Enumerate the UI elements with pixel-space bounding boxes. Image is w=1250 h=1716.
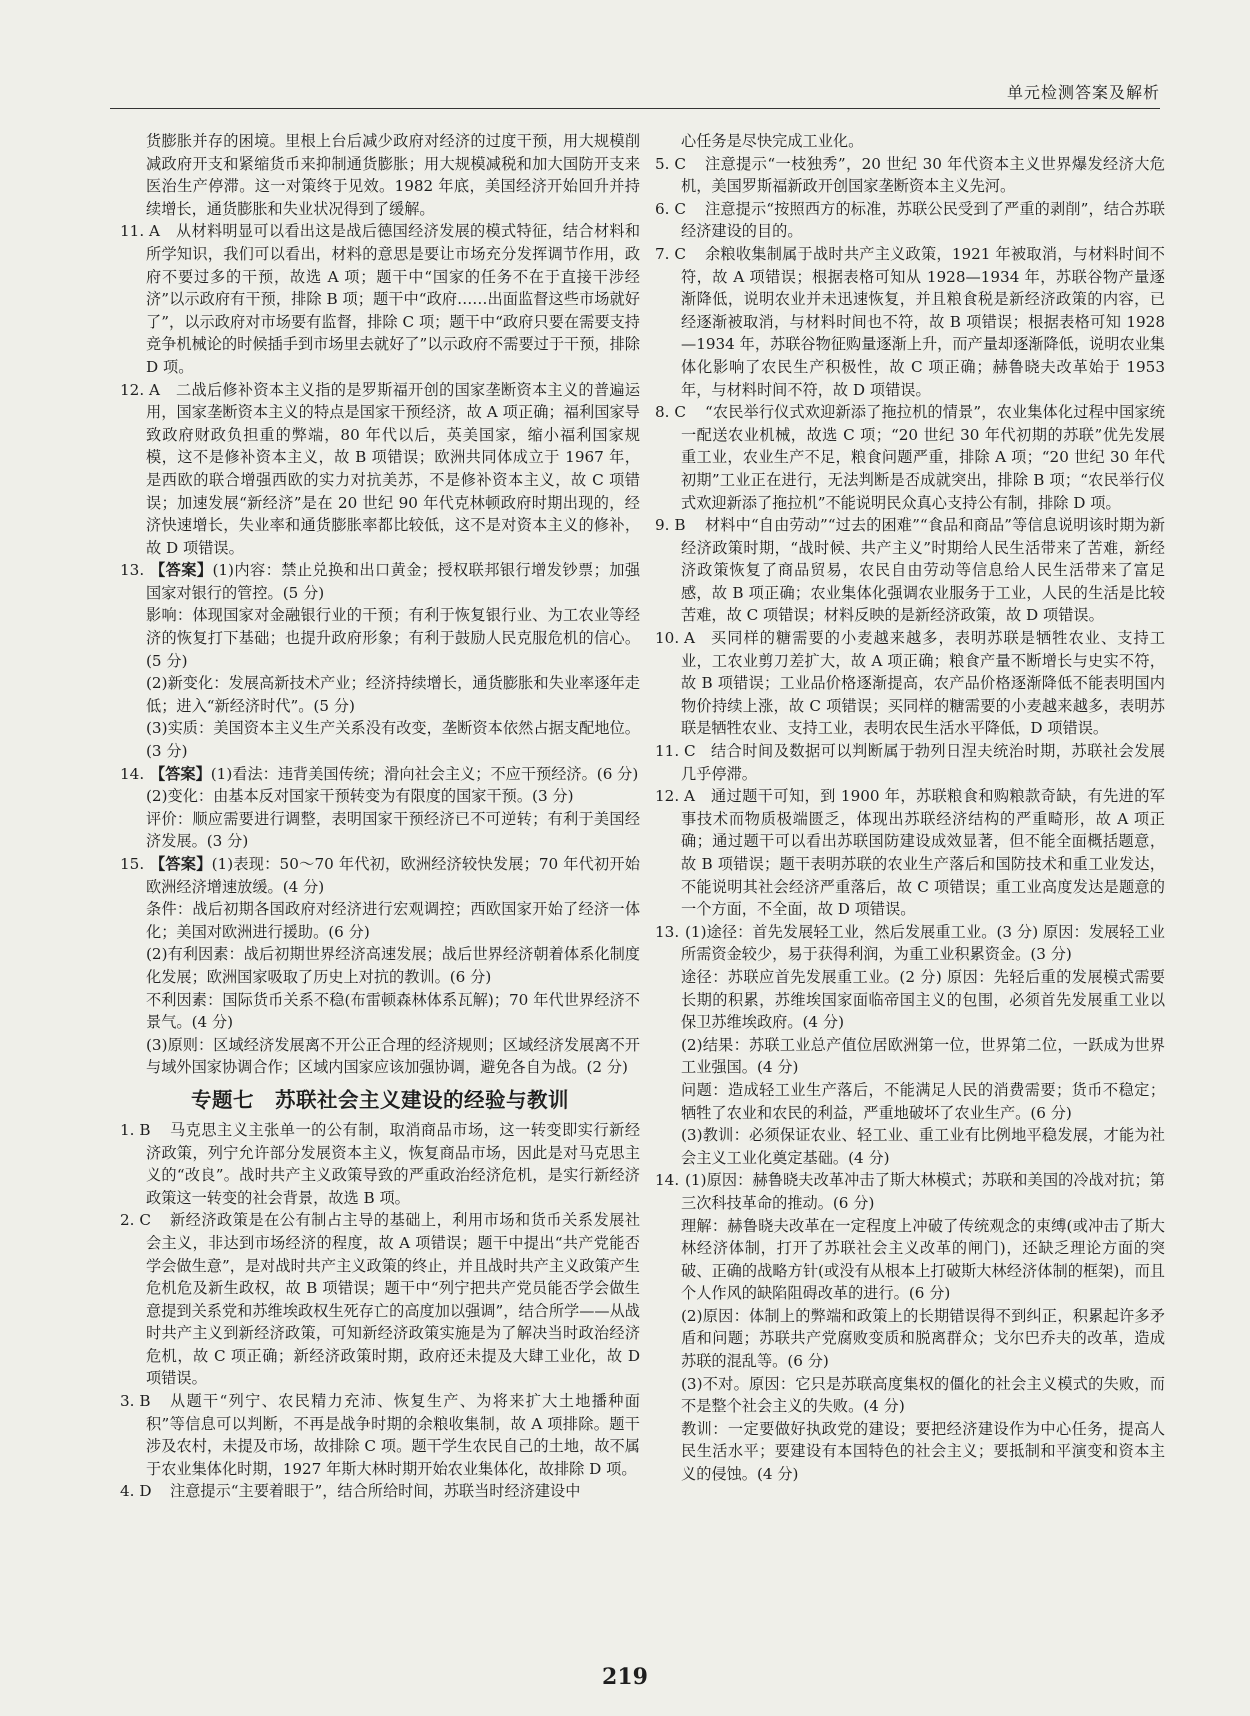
answer-line: 不利因素：国际货币关系不稳(布雷顿森林体系瓦解)；70 年代世界经济不景气。(4 分) [146, 990, 640, 1032]
answer-line: (3)原则：区域经济发展离不开公正合理的经济规则；区域经济发展离不开与域外国家协调合作；区域内国家应该加强协调，避免各自为战。(2 分) [146, 1035, 640, 1077]
answer-number: 11. C [655, 742, 696, 761]
answer-text: 注意提示“按照西方的标准，苏联公民受到了严重的剥削”，结合苏联经济建设的目的。 [681, 199, 1165, 241]
answer-text: (1)途径：首先发展轻工业，然后发展重工业。(3 分) 原因：发展轻工业所需资金较少，易于获得利润，为重工业积累资金。(3 分) [681, 922, 1165, 964]
answer-item [655, 153, 1165, 198]
answer-line: 途径：苏联应首先发展重工业。(2 分) 原因：先轻后重的发展模式需要长期的积累，苏维埃国家面临帝国主义的包围，必须首先发展重工业以保卫苏维埃政府。(4 分) [681, 967, 1165, 1032]
answer-line: 问题：造成轻工业生产落后，不能满足人民的消费需要；货币不稳定；牺牲了农业和农民的利益，严重地破坏了农业生产。(6 分) [681, 1080, 1165, 1122]
answer-item [120, 853, 640, 1079]
answer-line: 理解：赫鲁晓夫改革在一定程度上冲破了传统观念的束缚(或冲击了斯大林经济体制，打开了苏联社会主义改革的闸门)，还缺乏理论方面的突破、正确的战略方针(或没有从根本上打破斯大林经济体制的框架)，而且个人作风的缺陷阻碍改革的进行。(6 分) [681, 1216, 1165, 1303]
answer-number: 4. D [120, 1482, 152, 1501]
answer-text: (1)表现：50～70 年代初，欧洲经济较快发展；70 年代初开始欧洲经济增速放缓。(4 分) [146, 855, 640, 896]
answer-line: 教训：一定要做好执政党的建设；要把经济建设作为中心任务，提高人民生活水平；要建设有本国特色的社会主义；要抵制和平演变和资本主义的侵蚀。(4 分) [681, 1419, 1165, 1484]
answer-text: 结合时间及数据可以判断属于勃列日涅夫统治时期，苏联社会发展几乎停滞。 [681, 742, 1165, 783]
answer-number: 12. A [655, 787, 695, 806]
answer-text: 马克思主义主张单一的公有制，取消商品市场，这一转变即实行新经济政策，列宁允许部分发展资本主义，恢复商品市场，因此是对马克思主义的“改良”。战时共产主义政策导致的严重政治经济危机，是实行新经济政策这一转变的社会背景，故选 B 项。 [146, 1120, 640, 1207]
answer-item [655, 401, 1165, 514]
answer-item [655, 921, 1165, 1170]
answer-item [120, 379, 640, 560]
answer-number: 9. B [655, 516, 686, 535]
answer-line: (3)不对。原因：它只是苏联高度集权的僵化的社会主义模式的失败，而不是整个社会主义的失败。(4 分) [681, 1374, 1165, 1416]
answer-line: (3)教训：必须保证农业、轻工业、重工业有比例地平稳发展，才能为社会主义工业化奠定基础。(4 分) [681, 1126, 1165, 1167]
answer-text: 买同样的糖需要的小麦越来越多，表明苏联是牺牲农业、支持工业，工农业剪刀差扩大，故 A 项正确；粮食产量不断增长与史实不符，故 B 项错误；工业品价格逐渐提高，农产品价格逐渐降低不能表明国内物价持续上涨，故 C 项错误；买同样的糖需要的小麦越来越多，表明苏联是牺牲农业、支持工业，表明农民生活水平降低，D 项错误。 [681, 629, 1165, 738]
answer-item [120, 1390, 640, 1480]
answer-number: 5. C [655, 154, 686, 173]
answer-text: “农民举行仪式欢迎新添了拖拉机的情景”，农业集体化过程中国家统一配送农业机械，故选 C 项；“20 世纪 30 年代初期的苏联”优先发展重工业，农业生产不足，粮食问题严重，排除 A 项；“20 世纪 30 年代初期”工业正在进行，无法判断是否成就突出，排除 B 项；“农民举行仪式欢迎新添了拖拉机”不能说明民众真心支持公有制，排除 D 项。 [681, 403, 1165, 512]
answer-item [120, 1209, 640, 1390]
left-column [120, 130, 640, 1503]
answer-line: 条件：战后初期各国政府对经济进行宏观调控；西欧国家开始了经济一体化；美国对欧洲进行援助。(6 分) [146, 900, 640, 941]
answer-text: 从题干“列宁、农民精力充沛、恢复生产、为将来扩大土地播种面积”等信息可以判断，不再是战争时期的余粮收集制，故 A 项排除。题干涉及农村，未提及市场，故排除 C 项。题干学生农民自己的土地，故不属于农业集体化时期，1927 年斯大林时期开始农业集体化，故排除 D 项。 [146, 1392, 640, 1478]
answer-item [655, 198, 1165, 243]
answer-text: (1)看法：违背美国传统；滑向社会主义；不应干预经济。(6 分) [210, 764, 639, 783]
right-column [655, 130, 1165, 1486]
answer-number: 1. B [120, 1120, 151, 1139]
answer-continuation: 心任务是尽快完成工业化。 [681, 132, 864, 150]
answer-number: 10. A [655, 629, 695, 648]
answer-item [655, 740, 1165, 785]
answer-item [120, 763, 640, 853]
answer-line: (2)变化：由基本反对国家干预转变为有限度的国家干预。(3 分) [146, 787, 574, 806]
answer-text: 余粮收集制属于战时共产主义政策，1921 年被取消，与材料时间不符，故 A 项错误；根据表格可知从 1928—1934 年，苏联谷物产量逐渐降低，说明农业并未迅速恢复，并且粮食税是新经济政策的内容，已经逐渐被取消，与材料时间也不符，故 B 项错误；根据表格可知 1928—1934 年，苏联谷物征购量逐渐上升，而产量却逐渐降低，说明农业集体化影响了农民生产积极性，故 C 项正确；赫鲁晓夫改革始于 1953 年，与材料时间不符，故 D 项错误。 [681, 244, 1165, 399]
answer-text: 材料中“自由劳动”“过去的困难”“食品和商品”等信息说明该时期为新经济政策时期，“战时候、共产主义”时期给人民生活带来了苦难，新经济政策恢复了商品贸易，农民自由劳动等信息给人民生活带来了富足感，故 B 项正确；农业集体化强调农业服务于工业，人民的生活是比较苦难，故 C 项错误；材料反映的是新经济政策，故 D 项错误。 [681, 516, 1165, 625]
answer-item [120, 220, 640, 378]
answer-item [655, 785, 1165, 921]
answer-line: (2)有利因素：战后初期世界经济高速发展；战后世界经济朝着体系化制度化发展；欧洲国家吸取了历史上对抗的教训。(6 分) [146, 945, 640, 986]
running-title: 单元检测答案及解析 [1006, 83, 1160, 102]
page-number: 219 [602, 1664, 648, 1690]
answer-number: 14. [655, 1171, 680, 1190]
answer-line: 影响：体现国家对金融银行业的干预；有利于恢复银行业、为工农业等经济的恢复打下基础；也提升政府形象；有利于鼓励人民克服危机的信心。(5 分) [146, 606, 640, 670]
answer-text: 新经济政策是在公有制占主导的基础上，利用市场和货币关系发展社会主义，非达到市场经济的程度，故 A 项错误；题干中提出“共产党能否学会做生意”，是对战时共产主义政策的终止，并且战时共产主义政策产生危机危及新生政权，故 B 项错误；题干中“列宁把共产党员能否学会做生意提到关系党和苏维埃政权生死存亡的高度加以强调”，结合所学——从战时共产主义到新经济政策，可知新经济政策实施是为了解决当时政治经济危机，故 C 项正确；新经济政策时期，政府还未提及大肆工业化，故 D 项错误。 [146, 1211, 640, 1388]
answer-text: (1)内容：禁止兑换和出口黄金；授权联邦银行增发钞票；加强国家对银行的管控。(5 分) [146, 561, 641, 602]
answer-line: (3)实质：美国资本主义生产关系没有改变，垄断资本依然占据支配地位。(3 分) [146, 719, 640, 761]
answer-number: 8. C [655, 403, 686, 422]
answer-tag: 【答案】 [150, 764, 211, 783]
page-header [110, 78, 1160, 109]
answer-tag: 【答案】 [150, 561, 213, 580]
answer-number: 14. [120, 764, 145, 783]
answer-number: 7. C [655, 244, 686, 263]
answer-item [120, 1119, 640, 1209]
answer-text: (1)原因：赫鲁晓夫改革冲击了斯大林模式；苏联和美国的冷战对抗；第三次科技革命的推动。(6 分) [681, 1171, 1165, 1212]
answer-number: 6. C [655, 199, 686, 218]
answer-number: 3. B [120, 1392, 151, 1411]
answer-text: 注意提示“主要着眼于”，结合所给时间，苏联当时经济建设中 [170, 1482, 581, 1501]
answer-line: (2)原因：体制上的弊端和政策上的长期错误得不到纠正，积累起许多矛盾和问题；苏联共产党腐败变质和脱离群众；戈尔巴乔夫的改革，造成苏联的混乱等。(6 分) [681, 1306, 1165, 1371]
answer-tag: 【答案】 [150, 855, 212, 873]
answer-text: 二战后修补资本主义指的是罗斯福开创的国家垄断资本主义的普遍运用，国家垄断资本主义的特点是国家干预经济，故 A 项正确；福利国家导致政府财政负担重的弊端，80 年代以后，英美国家，缩小福利国家规模，这不是修补资本主义，故 B 项错误；欧洲共同体成立于 1967 年，是西欧的联合增强西欧的实力对抗美苏，不是修补资本主义，故 C 项错误；加速发展“新经济”是在 20 世纪 90 年代克林顿政府时期出现的，经济快速增长，失业率和通货膨胀率都比较低，这不是对资本主义的修补，故 D 项错误。 [146, 380, 640, 557]
section-title: 专题七 苏联社会主义建设的经验与教训 [191, 1087, 569, 1112]
answer-number: 13. [655, 922, 680, 941]
answer-text: 从材料明显可以看出这是战后德国经济发展的模式特征，结合材料和所学知识，我们可以看出，材料的意思是要让市场充分发挥调节作用，政府不要过多的干预，故选 A 项；题干中“国家的任务不在于直接干涉经济”以示政府有干预，排除 B 项；题干中“政府……出面监督这些市场就好了”，以示政府对市场要有监督，排除 C 项；题干中“政府只要在需要支持竞争机械论的时候插手到市场里去就好了”以示政府不需要过于干预，排除 D 项。 [146, 222, 640, 376]
answer-text: 注意提示“一枝独秀”，20 世纪 30 年代资本主义世界爆发经济大危机，美国罗斯福新政开创国家垄断资本主义先河。 [681, 154, 1165, 196]
answer-continuation: 货膨胀并存的困境。里根上台后减少政府对经济的过度干预，用大规模削减政府开支和紧缩货币来抑制通货膨胀；用大规模减税和加大国防开支来医治生产停滞。这一对策终于见效。1982 年底，美国经济开始回升并持续增长，通货膨胀和失业状况得到了缓解。 [146, 132, 640, 218]
answer-number: 15. [120, 855, 145, 873]
answer-item [655, 514, 1165, 627]
answer-number: 11. A [120, 222, 160, 241]
answer-line: (2)新变化：发展高新技术产业；经济持续增长，通货膨胀和失业率逐年走低；进入“新经济时代”。(5 分) [146, 674, 640, 715]
answer-line: (2)结果：苏联工业总产值位居欧洲第一位，世界第二位，一跃成为世界工业强国。(4 分) [681, 1035, 1165, 1077]
answer-line: 评价：顺应需要进行调整，表明国家干预经济已不可逆转；有利于美国经济发展。(3 分) [146, 809, 640, 851]
answer-number: 2. C [120, 1211, 151, 1230]
answer-item [655, 243, 1165, 401]
answer-item [655, 1169, 1165, 1485]
answer-number: 12. A [120, 380, 160, 399]
answer-number: 13. [120, 561, 145, 580]
answer-item [120, 1480, 640, 1503]
answer-text: 通过题干可知，到 1900 年，苏联粮食和购粮款奇缺，有先进的军事技术而物质极端匮乏，体现出苏联经济结构的严重畸形，故 A 项正确；通过题干可以看出苏联国防建设成效显著，但不能全面概括题意，故 B 项错误；题干表明苏联的农业生产落后和国防技术和重工业发达，不能说明其社会经济严重落后，故 C 项错误；重工业高度发达是题意的一个方面，不全面，故 D 项错误。 [681, 787, 1165, 919]
answer-item [655, 627, 1165, 740]
answer-item [120, 559, 640, 762]
